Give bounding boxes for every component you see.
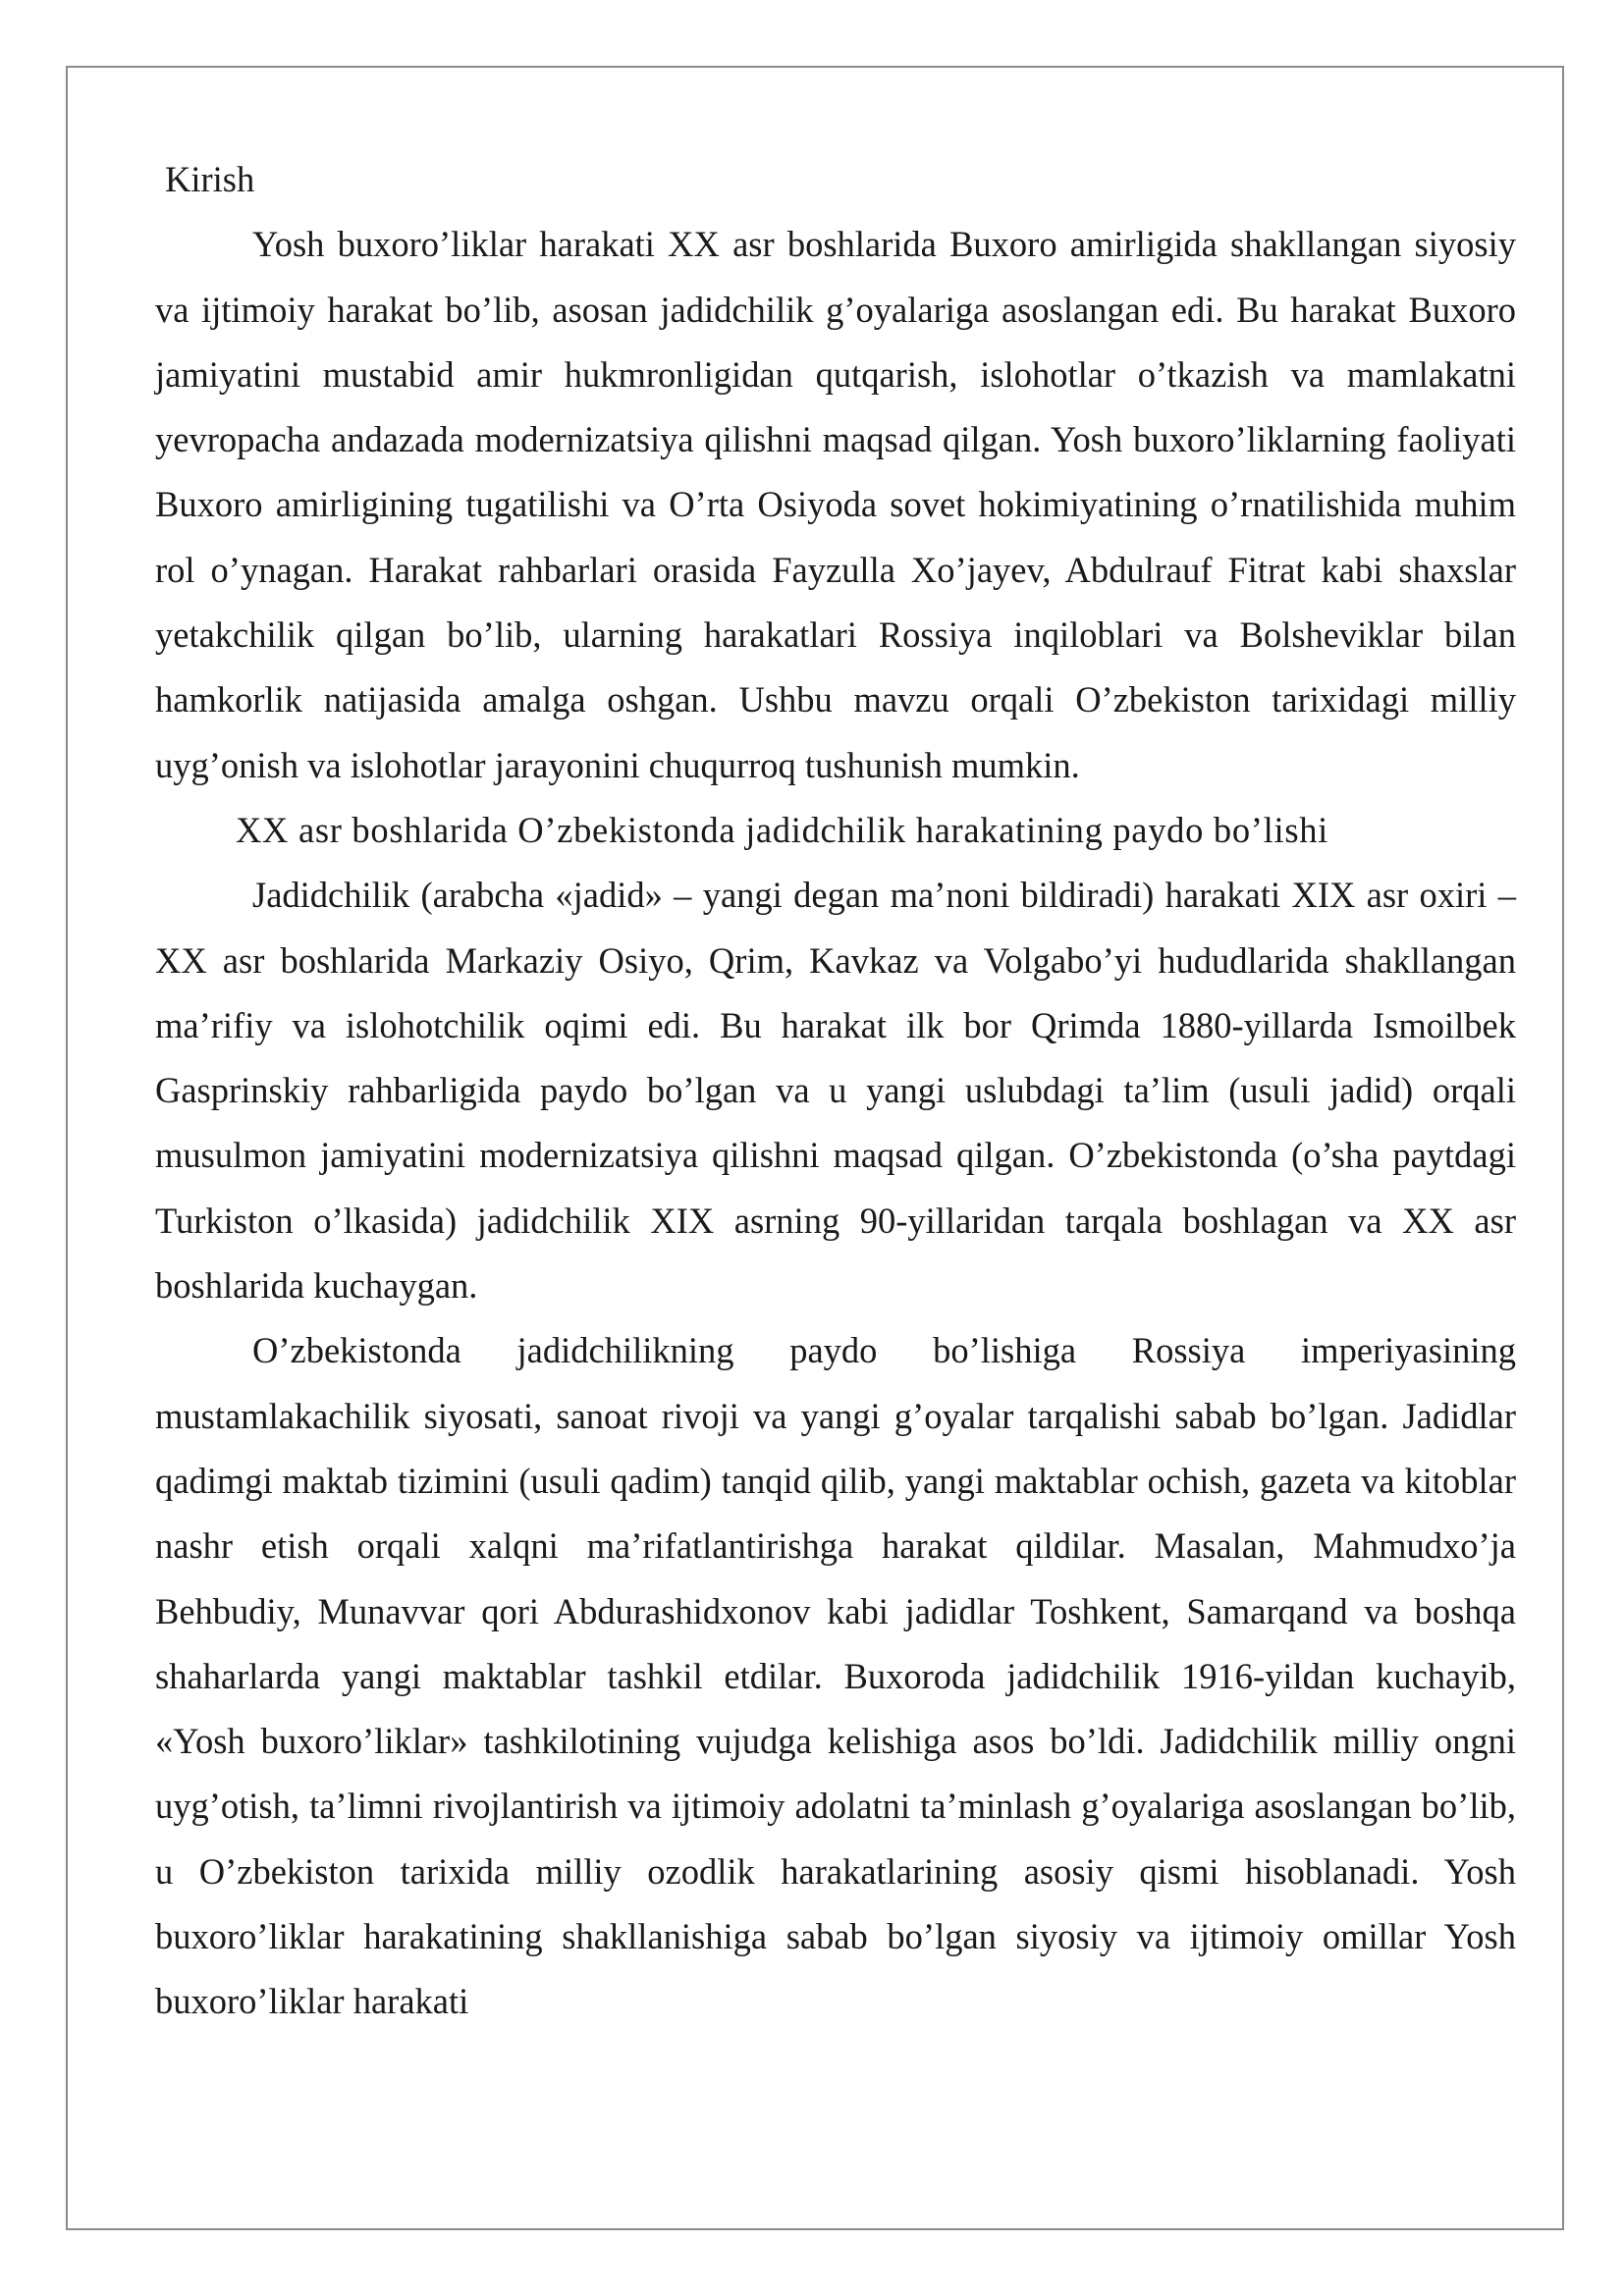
intro-heading: Kirish <box>165 159 255 199</box>
document-body <box>155 147 1516 2035</box>
intro-paragraph: Yosh buxoro’liklar harakati XX asr boshlarida Buxoro amirligida shakllangan siyosiy va ijtimoiy harakat bo’lib, asosan jadidchilik g’oyalariga asoslangan edi. Bu harakat Buxoro jamiyatini mustabid amir hukmronligidan qutqarish, islohotlar o’tkazish va mamlakatni yevropacha andazada modernizatsiya qilishni maqsad qilgan. Yosh buxoro’liklarning faoliyati Buxoro amirligining tugatilishi va O’rta Osiyoda sovet hokimiyatining o’rnatilishida muhim rol o’ynagan. Harakat rahbarlari orasida Fayzulla Xo’jayev, Abdulrauf Fitrat kabi shaxslar yetakchilik qilgan bo’lib, ularning harakatlari Rossiya inqiloblari va Bolsheviklar bilan hamkorlik natijasida amalga oshgan. Ushbu mavzu orqali O’zbekiston tarixidagi milliy uyg’onish va islohotlar jarayonini chuqurroq tushunish mumkin. <box>155 224 1516 785</box>
section-heading: XX asr boshlarida O’zbekistonda jadidchilik harakatining paydo bo’lishi <box>236 809 1329 850</box>
section-paragraph-1: Jadidchilik (arabcha «jadid» – yangi degan ma’noni bildiradi) harakati XIX asr oxiri – XX asr boshlarida Markaziy Osiyo, Qrim, Kavkaz va Volgabo’yi hududlarida shakllangan ma’rifiy va islohotchilik oqimi edi. Bu harakat ilk bor Qrimda 1880-yillarda Ismoilbek Gasprinskiy rahbarligida paydo bo’lgan va u yangi uslubdagi ta’lim (usuli jadid) orqali musulmon jamiyatini modernizatsiya qilishni maqsad qilgan. O’zbekistonda (o’sha paytdagi Turkiston o’lkasida) jadidchilik XIX asrning 90-yillaridan tarqala boshlagan va XX asr boshlarida kuchaygan. <box>155 875 1516 1307</box>
section-paragraph-2: O’zbekistonda jadidchilikning paydo bo’lishiga Rossiya imperiyasining mustamlakachilik siyosati, sanoat rivoji va yangi g’oyalar tarqalishi sabab bo’lgan. Jadidlar qadimgi maktab tizimini (usuli qadim) tanqid qilib, yangi maktablar ochish, gazeta va kitoblar nashr etish orqali xalqni ma’rifatlantirishga harakat qildilar. Masalan, Mahmudxo’ja Behbudiy, Munavvar qori Abdurashidxonov kabi jadidlar Toshkent, Samarqand va boshqa shaharlarda yangi maktablar tashkil etdilar. Buxoroda jadidchilik 1916-yildan kuchayib, «Yosh buxoro’liklar» tashkilotining vujudga kelishiga asos bo’ldi. Jadidchilik milliy ongni uyg’otish, ta’limni rivojlantirish va ijtimoiy adolatni ta’minlash g’oyalariga asoslangan bo’lib, u O’zbekiston tarixida milliy ozodlik harakatlarining asosiy qismi hisoblanadi. Yosh buxoro’liklar harakatining shakllanishiga sabab bo’lgan siyosiy va ijtimoiy omillar Yosh buxoro’liklar harakati <box>155 1330 1516 2022</box>
